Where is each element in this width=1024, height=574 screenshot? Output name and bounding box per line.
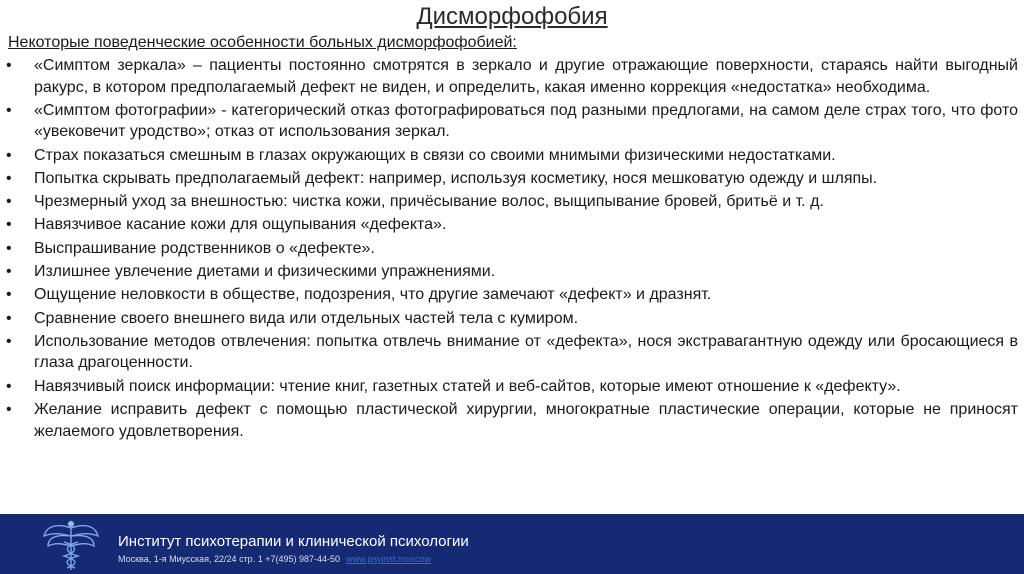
website-link[interactable]: www.psyinst.moscow: [346, 554, 432, 564]
list-item: [6, 55, 1018, 98]
list-item: [6, 308, 1018, 330]
list-item-text: Желание исправить дефект с помощью пластической хирургии, многократные пластические операции, которые не приносят желаемого удовлетворения.: [34, 401, 1018, 440]
list-item: [6, 284, 1018, 306]
list-item-text: Навязчивое касание кожи для ощупывания «дефекта».: [34, 216, 447, 234]
list-item-text: Сравнение своего внешнего вида или отдельных частей тела с кумиром.: [34, 309, 579, 327]
list-item-text: Выспрашивание родственников о «дефекте».: [34, 239, 375, 257]
bullet-marker: •: [6, 286, 12, 304]
bullet-marker: •: [6, 332, 12, 350]
list-item: [6, 261, 1018, 283]
list-item-text: Излишнее увлечение диетами и физическими упражнениями.: [34, 263, 496, 281]
bullet-marker: •: [6, 193, 12, 211]
bullet-marker: •: [6, 101, 12, 119]
bullet-marker: •: [6, 146, 12, 164]
footer-bar: [0, 514, 1024, 574]
subtitle-colon: :: [512, 34, 517, 51]
bullet-marker: •: [6, 216, 12, 234]
list-item: [6, 376, 1018, 398]
list-item-text: «Симптом зеркала» – пациенты постоянно смотрятся в зеркало и другие отражающие поверхности, стараясь найти выгодный ракурс, в котором предполагаемый дефект не виден, и определить, какая именно коррекция «недостатка» необходима.: [34, 57, 1018, 96]
list-item-text: Ощущение неловкости в обществе, подозрения, что другие замечают «дефект» и дразнят.: [34, 286, 712, 304]
bullet-marker: •: [6, 309, 12, 327]
organization-address: [118, 554, 431, 565]
bullet-marker: •: [6, 263, 12, 281]
slide-title: Дисморфофобия: [416, 3, 608, 30]
slide-subtitle: [8, 32, 517, 53]
bullet-marker: •: [6, 239, 12, 257]
list-item-text: Использование методов отвлечения: попытка отвлечь внимание от «дефекта», нося экстравагантную одежду или бросающиеся в глаза драгоценности.: [34, 332, 1018, 372]
list-item: [6, 100, 1018, 143]
bullet-marker: •: [6, 57, 12, 74]
list-item-text: «Симптом фотографии» - категорический отказ фотографироваться под разными предлогами, на самом деле страх того, что фото «увековечит уродство»; отказ от использования зеркал.: [34, 101, 1018, 141]
bullet-marker: •: [6, 401, 12, 419]
bullet-marker: •: [6, 377, 12, 395]
list-item: [6, 191, 1018, 213]
list-item: [6, 145, 1018, 167]
list-item: [6, 238, 1018, 260]
list-item-text: Навязчивый поиск информации: чтение книг, газетных статей и веб-сайтов, которые имеют отношение к «дефекту».: [34, 377, 901, 395]
caduceus-logo-icon: [40, 518, 102, 572]
list-item: [6, 168, 1018, 190]
list-item-text: Страх показаться смешным в глазах окружающих в связи со своими мнимыми физическими недостатками.: [34, 146, 836, 164]
subtitle-text: Некоторые поведенческие особенности больных дисморфофобией: [8, 34, 513, 51]
list-item-text: Попытка скрывать предполагаемый дефект: например, используя косметику, нося мешковатую одежду и шляпы.: [34, 169, 878, 187]
bullet-marker: •: [6, 169, 12, 187]
organization-name: Институт психотерапии и клинической психологии: [118, 533, 469, 550]
list-item: [6, 214, 1018, 236]
list-item: [6, 399, 1018, 442]
address-text: Москва, 1-я Миусская, 22/24 стр. 1 +7(495) 987-44-50: [118, 554, 341, 564]
list-item-text: Чрезмерный уход за внешностью: чистка кожи, причёсывание волос, выщипывание бровей, бритьё и т. д.: [34, 193, 824, 211]
list-item: [6, 331, 1018, 374]
symptom-list: [6, 55, 1018, 444]
